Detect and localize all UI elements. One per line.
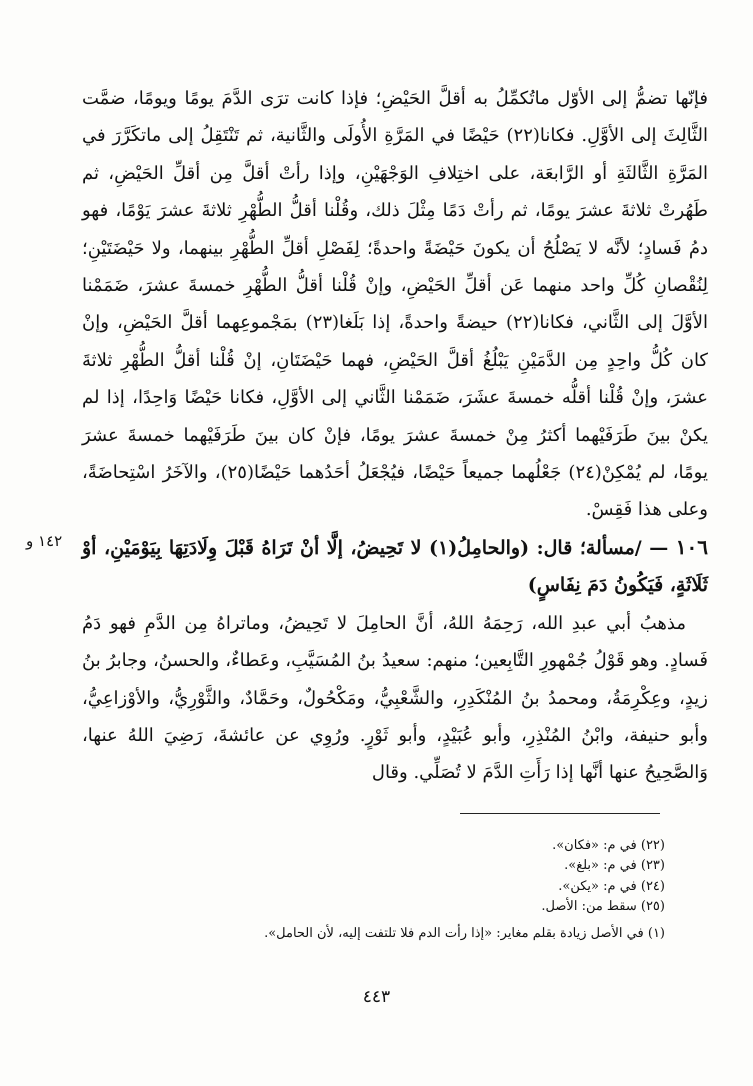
masala-number: ١٠٦ (675, 534, 709, 559)
footnote-divider (460, 813, 660, 814)
footnote-1: (١) في الأصل زيادة بقلم مغاير: «إذا رأت الدم فلا تلتفت إليه، لأن الحامل». (264, 926, 665, 942)
footnote-23: (٢٣) في م: «بلغ». (564, 858, 665, 874)
paragraph-2: مذهبُ أبي عبدِ الله، رَحِمَهُ اللهُ، أنَّ الحامِلَ لا تَحِيضُ، وماتراهُ مِن الدَّمِ فهو دَمُ فَسادٍ. وهو قَوْلُ جُمْهورِ التَّابِعين؛ منهم: سعيدُ بنُ المُسَيَّبِ، وعَطاءٌ، والحسنُ، وجابرُ بنُ زيدٍ، وعِكْرِمَةُ، ومحمدُ بنُ المُنْكَدِرِ، والشَّعْبِيُّ، ومَكْحُولٌ، وحَمَّادٌ، والثَّوْرِيُّ، والأوْزاعِيُّ، وأبو حنيفة، وابْنُ المُنْذِرِ، وأبو عُبَيْدٍ، وأبو ثَوْرٍ. ورُوِي عن عائشةَ، رَضِيَ اللهُ عنها، وَالصَّحِيحُ عنها أنَّها إذا رَأَتِ الدَّمَ لا تُصَلِّي. وقال (82, 612, 708, 784)
footnotes (200, 836, 665, 944)
masala-heading (82, 529, 708, 605)
margin-folio-reference: ١٤٢ و (26, 532, 63, 550)
main-text (82, 80, 708, 792)
paragraph-1: فإنّها تضمُّ إلى الأوّل ماتُكمِّلُ به أقلَّ الحَيْضِ؛ فإذا كانت ترَى الدَّمَ يومًا ويومًا، ضمَّت الثَّالِثَ إلى الأوَّلِ. فكانا(٢٢) حَيْضًا في المَرَّةِ الأُولَى والثَّانية، ثم تَنْتَقِلُ إلى ماتكَرَّرَ في المَرَّةِ الثَّالثَةِ أو الرَّابعَة، على اختِلافِ الوَجْهَيْنِ، وإذا رأتْ أقلَّ مِن أقلِّ الحَيْضِ، ثم طَهُرتْ ثلاثةَ عشرَ يومًا، ثم رأتْ دَمًا مِثْلَ ذلك، وقُلْنا أقلُّ الطُّهْرِ ثلاثةَ عشرَ يَوْمًا، فهو دمُ فَسادٍ؛ لأنَّه لا يَصْلُحُ أن يكونَ حَيْضَةً واحدةً؛ لِفَصْلِ أقلِّ الطُّهْرِ بينهما، ولا حَيْضَتَيْنِ؛ لِنُقْصانِ كُلِّ واحد منهما عَن أقلِّ الحَيْضِ، وإنْ قُلْنا أقلُّ الطُّهْرِ خمسةَ عشرَ، ضَمَمْنا الأوَّلَ إلى الثَّاني، فكانا(٢٢) حيضةً واحدةً، إذا بَلَغا(٢٣) بمَجْموعِهما أقلَّ الحَيْضِ، وإنْ كان كُلُّ واحِدٍ مِن الدَّمَيْنِ يَبْلُغُ أقلَّ الحَيْضِ، فهما حَيْضَتَانِ، إنْ قُلْنا أقلُّ الطُّهْرِ ثلاثةَ عشرَ، وإنْ قُلْنا أقلُّه خمسةَ عشَرَ، ضَمَمْنا الثَّاني إلى الأوَّلِ، فكانا حَيْضًا وَاحِدًا، إذا لم يكنْ بينَ طَرَفَيْهما أكثرُ مِنْ خمسةَ عشرَ يومًا، فإنْ كان بينَ طَرَفَيْهما خمسةَ عشرَ يومًا، لم يُمْكِنْ(٢٤) جَعْلُهما جميعاً حَيْضًا، فيُجْعَلُ أحَدُهما حَيْضًا(٢٥)، والآخَرُ اسْتِحاضَةً، وعلى هذا فَقِسْ. (82, 88, 708, 521)
footnote-22: (٢٢) في م: «فكان». (552, 838, 665, 853)
footnote-24: (٢٤) في م: «يكن». (558, 878, 665, 894)
page-number: ٤٤٣ (362, 987, 391, 1007)
masala-text: (والحامِلُ(١) لا تَحِيضُ، إلَّا أنْ تَرَاهُ قَبْلَ وِلَادَتِهَا بِيَوْمَيْنِ، أوْ ثَلَاثَةٍ، فَيَكُونُ دَمَ نِفَاسٍ) (82, 536, 708, 597)
footnote-25: (٢٥) سقط من: الأصل. (541, 898, 665, 914)
masala-intro: — /مسألة؛ قال: (529, 536, 669, 559)
